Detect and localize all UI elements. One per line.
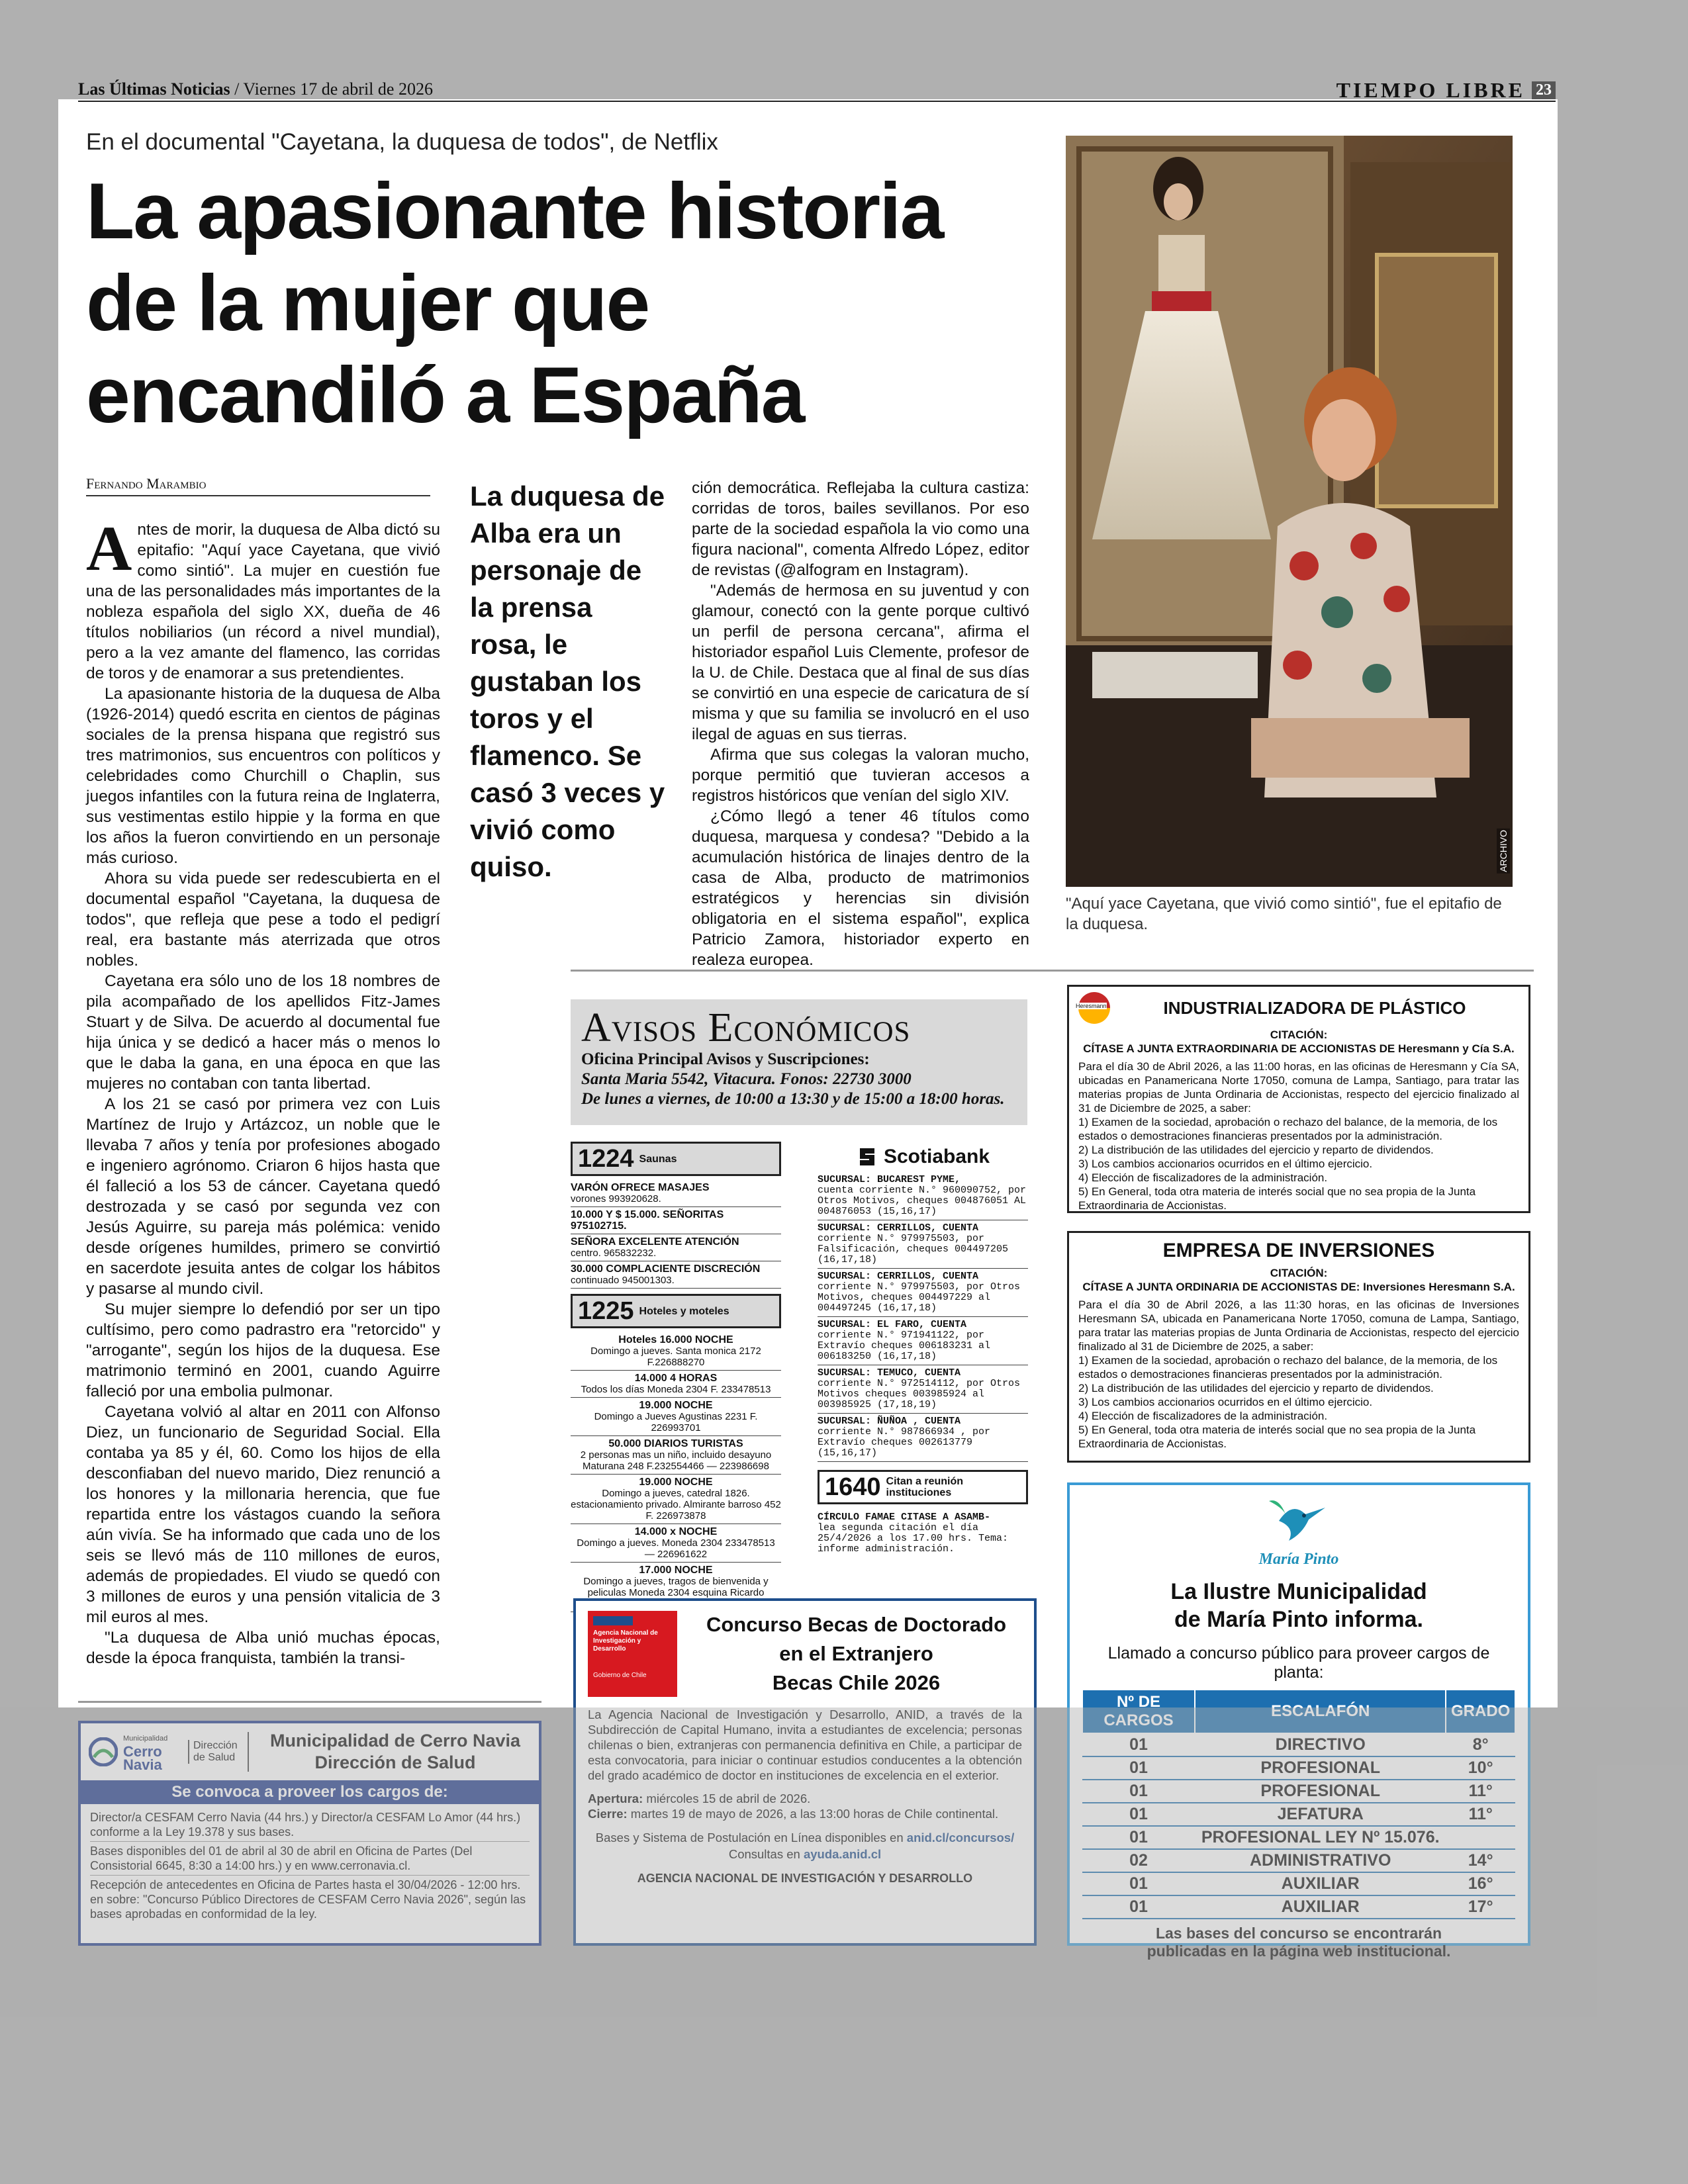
column-header: GRADO [1446, 1690, 1515, 1733]
notice-citacion: CITACIÓN: [1270, 1267, 1328, 1279]
maria-pinto-intro: Llamado a concurso público para proveer cargos de planta: [1107, 1644, 1490, 1682]
anid-bases: Bases y Sistema de Postulación en Línea disponibles en anid.cl/concursos/ [595, 1831, 1015, 1844]
classified-ad: 19.000 NOCHE Domingo a jueves, catedral 1826. estacionamiento privado. Almirante barroso 452 F. 226973878 [571, 1475, 781, 1524]
bank-notice: SUCURSAL: ÑUÑOA , CUENTA corriente N.° 987866934 , por Extravío cheques 002613779 (15,16,17) [818, 1414, 1028, 1462]
article-paragraph: ción democrática. Reflejaba la cultura castiza: corridas de toros, bailes sevillanos. Por eso parte de la sociedad española la vio como una figura nacional", comenta Alfredo López, editor de revistas (@alfogram en Instagram). [692, 479, 1029, 579]
classifieds-office: Oficina Principal Avisos y Suscripciones: [581, 1050, 870, 1068]
cerro-navia-paragraph: Recepción de antecedentes en Oficina de Partes hasta el 30/04/2026 - 12:00 hrs. en sobre: "Concurso Público Directores de CESFAM Cerro Navia 2026", según las bases aprobadas en conformidad de la ley. [90, 1878, 526, 1921]
drop-cap: A [86, 513, 132, 584]
cerro-navia-banner: Se convoca a proveer los cargos de: [81, 1780, 539, 1804]
anid-consultas: Consultas en ayuda.anid.cl [728, 1847, 882, 1861]
logo-dept-text: Dirección de Salud [188, 1740, 241, 1764]
duchess-portrait-image [1066, 136, 1513, 887]
anid-logo-sub: Gobierno de Chile [593, 1672, 647, 1679]
article-paragraph: Ahora su vida puede ser redescubierta en el documental español "Cayetana, la duquesa de todos", que refleja que pese a todo el pedigrí real, era bastante más aterrizada que otros nobles. [86, 870, 440, 970]
section-label: Hoteles y moteles [639, 1305, 729, 1317]
classifieds-column-right [818, 1142, 1028, 1557]
table-row: 01 AUXILIAR 16° [1082, 1872, 1515, 1895]
article-paragraph: Cayetana era sólo uno de los 18 nombres de pila acompañado de los apellidos Fitz-James Stuart y de Silva. De acuerdo al documental fue hija única y se dedicó a hacer más o menos lo que le daba la gana, en una época en que las mujeres no contaban con tanta libertad. [86, 972, 440, 1093]
article-paragraph: La apasionante historia de la duquesa de Alba (1926-2014) quedó escrita en cientos de páginas sociales de la prensa hispana que registró sus tres matrimonios, sus encuentros con políticos y celebridades como Churchill o Chaplin, sus juegos infantiles con la futura reina de Inglaterra, sus vestimentas estilo hippie y la forma en que los años la fueron convirtiendo en un personaje más curioso. [86, 685, 440, 867]
article-column-3 [692, 478, 1029, 970]
table-row: 01 AUXILIAR 17° [1082, 1895, 1515, 1919]
section-1224 [571, 1142, 781, 1176]
section-divider [571, 970, 1534, 972]
notice-title: EMPRESA DE INVERSIONES [1162, 1240, 1435, 1261]
section-label: Saunas [639, 1153, 677, 1165]
maria-pinto-logo-text: María Pinto [1258, 1551, 1339, 1568]
anid-bases-link[interactable]: anid.cl/concursos/ [906, 1831, 1015, 1844]
page-number: 23 [1532, 81, 1556, 99]
hoteles-list [571, 1332, 781, 1612]
table-row: 01 PROFESIONAL 11° [1082, 1780, 1515, 1803]
logo-top-text: Municipalidad [123, 1735, 168, 1743]
cerro-navia-paragraph: Bases disponibles del 01 de abril al 30 de abril en Oficina de Partes (Del Consistorial 6645, 8:30 a 14:00 hrs.) y en www.cerronavia.cl. [90, 1842, 530, 1876]
cerro-navia-title: Municipalidad de Cerro Navia [269, 1731, 521, 1751]
section-number: 1640 [825, 1473, 881, 1501]
heresmann-logo [1078, 992, 1110, 1024]
article-paragraph: Afirma que sus colegas la valoran mucho, porque permitió que tuvieran accesos a registros históricos que venían del siglo XIV. [692, 746, 1029, 805]
meeting-notice: CÍRCULO FAMAE CITASE A ASAMB- lea segunda citación el día 25/4/2026 a los 17.00 hrs. Tema: informe administración. [818, 1512, 1009, 1555]
article-kicker: En el documental "Cayetana, la duquesa de todos", de Netflix [86, 129, 718, 155]
classified-ad: VARÓN OFRECE MASAJES vorones 993920628. [571, 1180, 781, 1207]
scotiabank-s-icon [856, 1146, 878, 1168]
classified-ad: SEÑORA EXCELENTE ATENCIÓN centro. 965832232. [571, 1234, 781, 1261]
section-1640 [818, 1470, 1028, 1504]
article-headline: La apasionante historia de la mujer que encandiló a España [86, 167, 943, 440]
article-paragraph: Cayetana volvió al altar en 2011 con Alfonso Diez, un funcionario de Seguridad Social. Ella contaba ya 85 y él, 60. Como los hijos de ella desconfiaban del nuevo marido, Diez renunció a los honores y la millonaria herencia, que fue repartida entre los vástagos cuando la señora aún vivía. Se ha informado que cada uno de los seis se llevó más de 110 millones de euros, además de propiedades. El viudo se quedó con 3 millones de euros y una pensión vitalicia de 3 mil euros al mes. [86, 1403, 440, 1626]
photo-credit: ARCHIVO [1498, 830, 1509, 872]
classifieds-title: Avisos Económicos [581, 1005, 911, 1050]
section-name: TIEMPO LIBRE [1336, 78, 1525, 102]
table-row: 02 ADMINISTRATIVO 14° [1082, 1849, 1515, 1872]
notice-item: 3) Los cambios accionarios ocurridos en el último ejercicio. [1078, 1158, 1373, 1170]
anid-cierre: Cierre: martes 19 de mayo de 2026, a las 13:00 horas de Chile continental. [588, 1807, 999, 1821]
article-paragraph: Antes de morir, la duquesa de Alba dictó su epitafio: "Aquí yace Cayetana, que vivió como sintió". La mujer en cuestión fue una de las personalidades más importantes de la nobleza española del siglo XX, dueña de 46 títulos nobiliarios (un récord a nivel mundial), pero a la vez amante del flamenco, las corridas de toros y de enamorar a sus pretendientes. [86, 513, 440, 682]
anid-title: Concurso Becas de Doctorado [706, 1613, 1007, 1636]
table-row: 01 DIRECTIVO 8° [1082, 1733, 1515, 1756]
notice-item: 5) En General, toda otra materia de interés social que no sea propia de la Junta Extraordinaria de Accionistas. [1078, 1185, 1476, 1212]
notice-inversiones [1067, 1231, 1530, 1463]
notice-item: 1) Examen de la sociedad, aprobación o rechazo del balance, de la memoria, de los estados o demostraciones financieras presentados por la administración. [1078, 1116, 1498, 1142]
table-row: 01 PROFESIONAL 10° [1082, 1756, 1515, 1780]
classified-ad: 17.000 NOCHE Domingo a jueves, tragos de bienvenida y peliculas Moneda 2304 esquina Ricardo [571, 1563, 781, 1612]
classifieds-address: Santa Maria 5542, Vitacura. Fonos: 22730 3000 [581, 1070, 912, 1088]
publication-info [78, 79, 433, 99]
anid-footer: AGENCIA NACIONAL DE INVESTIGACIÓN Y DESARROLLO [637, 1872, 973, 1885]
table-row: 01 JEFATURA 11° [1082, 1803, 1515, 1826]
publication-name: Las Últimas Noticias [78, 79, 230, 99]
classifieds-column-left [571, 1142, 781, 1612]
classified-ad: 50.000 DIARIOS TURISTAS 2 personas mas un niño, incluido desayuno Maturana 248 F.232554466 — 223986698 [571, 1436, 781, 1475]
section-label [1336, 78, 1556, 103]
article-column-1 [86, 513, 440, 1668]
hummingbird-icon [1266, 1494, 1332, 1547]
bank-notice: SUCURSAL: EL FARO, CUENTA corriente N.° 971941122, por Extravío cheques 006183231 al 006183250 (16,17,18) [818, 1317, 1028, 1365]
page-header [78, 78, 1556, 102]
anid-apertura: Apertura: miércoles 15 de abril de 2026. [588, 1792, 811, 1805]
article-byline: Fernando Marambio [86, 475, 430, 496]
cerro-navia-paragraph: Director/a CESFAM Cerro Navia (44 hrs.) y Director/a CESFAM Lo Amor (44 hrs.) conforme a la Ley 19.378 y sus bases. [90, 1808, 530, 1842]
bank-notice: SUCURSAL: BUCAREST PYME, cuenta corriente N.° 960090752, por Otros Motivos, cheques 004876051 AL 004876053 (15,16,17) [818, 1172, 1028, 1220]
notice-item: 4) Elección de fiscalizadores de la administración. [1078, 1171, 1328, 1184]
section-number: 1224 [578, 1144, 634, 1173]
section-number: 1225 [578, 1297, 634, 1325]
classified-ad: Hoteles 16.000 NOCHE Domingo a jueves. Santa monica 2172 F.226888270 [571, 1332, 781, 1371]
cerro-navia-subtitle: Dirección de Salud [314, 1752, 476, 1772]
scotiabank-logo [818, 1142, 1028, 1172]
classified-ad: 19.000 NOCHE Domingo a Jueves Agustinas 2231 F. 226993701 [571, 1398, 781, 1436]
classified-ad: 14.000 4 HORAS Todos los días Moneda 2304 F. 233478513 [571, 1371, 781, 1398]
issue-date: / Viernes 17 de abril de 2026 [234, 79, 433, 99]
classified-ad: 10.000 Y $ 15.000. SEÑORITAS 975102715. [571, 1207, 781, 1234]
classifieds-header [571, 999, 1027, 1125]
notice-subtitle: CÍTASE A JUNTA EXTRAORDINARIA DE ACCIONISTAS DE Heresmann y Cía S.A. [1083, 1042, 1515, 1055]
classified-ad: 14.000 x NOCHE Domingo a jueves. Moneda 2304 233478513 — 226961622 [571, 1524, 781, 1563]
heresmann-logo-text: Heresmann [1076, 1003, 1107, 1009]
notice-subtitle: CÍTASE A JUNTA ORDINARIA DE ACCIONISTAS DE: Inversiones Heresmann S.A. [1082, 1281, 1515, 1293]
table-row: 01 PROFESIONAL LEY Nº 15.076. [1082, 1826, 1515, 1849]
bank-notice: SUCURSAL: CERRILLOS, CUENTA corriente N.° 979975503, por Otros Motivos, cheques 004497229 al 004497245 (16,17,18) [818, 1269, 1028, 1317]
notice-item: 2) La distribución de las utilidades del ejercicio y reparto de dividendos. [1078, 1144, 1434, 1156]
photo-caption: "Aquí yace Cayetana, que vivió como sintió", fue el epitafio de la duquesa. [1066, 895, 1502, 933]
article-paragraph: A los 21 se casó por primera vez con Luis Martínez de Irujo y Artázcoz, un noble que le llevaba 7 años y tenía por profesiones abogado e ingeniero agrónomo. Criaron 6 hijos hasta que él falleció a los 53 de cáncer. Cayetana quedó destrozada y se casó por segunda vez con Jesús Aguirre, su pareja más polémica: venido desde orígenes humildes, primero se convirtió en sacerdote jesuita antes de colgar los hábitos y pasarse al mundo civil. [86, 1095, 440, 1298]
article-paragraph: Su mujer siempre lo defendió por ser un tipo cultísimo, pero como padrastro era "retorcido" y "arrogante", según los hijos de la duquesa. Ese matrimonio terminó en 2001, cuando Aguirre falleció por una embolia pulmonar. [86, 1300, 440, 1400]
article-paragraph: "La duquesa de Alba unió muchas épocas, desde la época franquista, también la transi- [86, 1629, 440, 1667]
notice-body: Para el día 30 de Abril 2026, a las 11:30 horas, en las oficinas de Inversiones Heresmann SA, ubicada en Panamericana Norte 17050, comuna de Lampa, Santiago, para tratar las materias propias de Junta Ordinaria de Accionistas, respecto del ejercicio finalizado al 31 de Diciembre de 2025, a saber: [1078, 1298, 1519, 1353]
maria-pinto-title: La Ilustre Municipalidad de María Pinto informa. [1170, 1579, 1427, 1632]
scotiabank-name: Scotiabank [883, 1146, 990, 1167]
pull-quote: La duquesa de Alba era un personaje de la prensa rosa, le gustaban los toros y el flamenco. Se casó 3 veces y vivió como quiso. [470, 480, 665, 882]
notice-title: INDUSTRIALIZADORA DE PLÁSTICO [1163, 997, 1466, 1018]
anid-consultas-link[interactable]: ayuda.anid.cl [803, 1847, 882, 1861]
notice-item: 4) Elección de fiscalizadores de la administración. [1078, 1410, 1328, 1422]
notice-item: 5) En General, toda otra materia de interés social que no sea propia de la Junta Extraordinaria de Accionistas. [1078, 1424, 1476, 1450]
notice-item: 3) Los cambios accionarios ocurridos en el último ejercicio. [1078, 1396, 1373, 1408]
classified-ad: 30.000 COMPLACIENTE DISCRECIÓN continuado 945001303. [571, 1261, 781, 1289]
anid-title: en el Extranjero [779, 1642, 933, 1665]
bank-notice: SUCURSAL: CERRILLOS, CUENTA corriente N.° 979975503, por Falsificación, cheques 004497205 (16,17,18) [818, 1220, 1028, 1269]
notice-citacion: CITACIÓN: [1270, 1028, 1328, 1041]
maria-pinto-logo [1082, 1494, 1516, 1574]
classifieds-hours: De lunes a viernes, de 10:00 a 13:30 y de 15:00 a 18:00 horas. [581, 1090, 1005, 1108]
section-label: Citan a reunión instituciones [886, 1476, 963, 1498]
maria-pinto-footer: Las bases del concurso se encontrarán publicadas en la página web institucional. [1147, 1925, 1451, 1960]
column-header: Nº DE CARGOS [1082, 1690, 1195, 1733]
anid-logo-text: Agencia Nacional de Investigación y Desarrollo [593, 1629, 658, 1653]
crop-overlay [0, 1707, 1688, 2184]
article-photo [1066, 136, 1513, 887]
bank-notice: SUCURSAL: TEMUCO, CUENTA corriente N.° 972514112, por Otros Motivos cheques 003985924 al 003985925 (17,18,19) [818, 1365, 1028, 1414]
article-paragraph: ¿Cómo llegó a tener 46 títulos como duquesa, marquesa y condesa? "Debido a la acumulación histórica de linajes dentro de la casa de Alba, producto de matrimonios estratégicos y herencias sin división obligatoria en el sistema español", explica Patricio Zamora, historiador experto en realeza europea. [692, 807, 1029, 969]
saunas-list [571, 1180, 781, 1289]
anid-logo [588, 1611, 677, 1697]
article-paragraph: "Además de hermosa en su juventud y con glamour, conectó con la gente porque cultivó un perfil de persona cercana", afirma el historiador español Luis Clemente, profesor de la U. de Chile. Destaca que al final de sus días se convirtió en una especie de caricatura de sí misma y que su familia se involucró en el uso ilegal de aguas en sus tierras. [692, 582, 1029, 743]
anid-body: La Agencia Nacional de Investigación y Desarrollo, ANID, a través de la Subdirección de Capital Humano, invita a estudiantes de excelencia; personas chilenas o bien, extranjeras con permanencia definitiva en Chile, a participar de esta convocatoria, para iniciar o continuar estudios conducentes a la obtención del grado académico de doctor en instituciones de excelencia en el exterior. [588, 1707, 1022, 1782]
anid-title: Becas Chile 2026 [772, 1671, 941, 1694]
section-divider [78, 1701, 541, 1703]
section-1225 [571, 1294, 781, 1328]
notice-body: Para el día 30 de Abril 2026, a las 11:00 horas, en las oficinas de Heresmann y Cía SA, ubicadas en Panamericana Norte 17050, comuna de Lampa, Santiago, para tratar las materias propias de Junta Ordinaria de Accionistas, respecto del ejercicio finalizado al 31 de Diciembre de 2025, a saber: [1078, 1060, 1519, 1115]
logo-name-text: Cerro Navia [123, 1743, 162, 1773]
notice-item: 2) La distribución de las utilidades del ejercicio y reparto de dividendos. [1078, 1382, 1434, 1394]
column-header: ESCALAFÓN [1195, 1690, 1446, 1733]
notice-item: 1) Examen de la sociedad, aprobación o rechazo del balance, de la memoria, de los estados o demostraciones financieras presentados por la administración. [1078, 1354, 1498, 1381]
notice-industrializadora [1067, 985, 1530, 1213]
